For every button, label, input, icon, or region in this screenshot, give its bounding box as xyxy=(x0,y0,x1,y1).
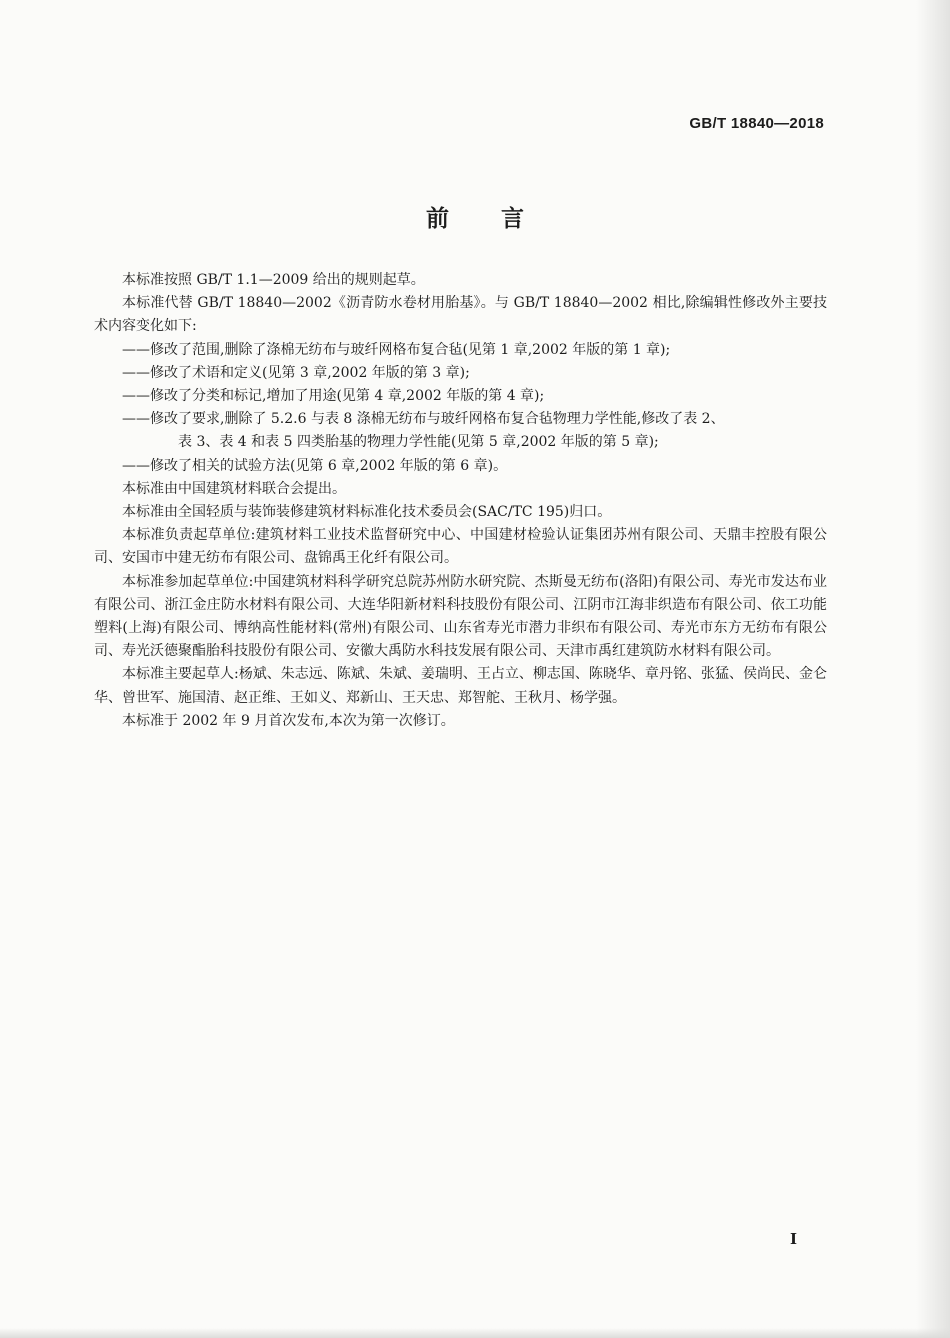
paragraph-centralized-by: 本标准由全国轻质与装饰装修建筑材料标准化技术委员会(SAC/TC 195)归口。 xyxy=(122,504,612,521)
paragraph-replacement: 本标准代替 GB/T 18840—2002《沥青防水卷材用胎基》。与 GB/T 18840—2002 相比,除编辑性修改外主要技术内容变化如下: xyxy=(94,295,827,335)
change-item xyxy=(94,362,827,385)
paragraph-main-drafters: 本标准主要起草人:杨斌、朱志远、陈斌、朱斌、姜瑞明、王占立、柳志国、陈晓华、章丹铭、张猛、侯尚民、金仑华、曾世军、施国清、赵正维、王如义、郑新山、王天忠、郑智舵、王秋月、杨学强。 xyxy=(94,666,827,706)
scan-bottom-shadow xyxy=(0,1328,950,1338)
page-title: 前言 xyxy=(426,206,576,232)
change-text: ——修改了范围,删除了涤棉无纺布与玻纤网格布复合毡(见第 1 章,2002 年版的第 1 章); xyxy=(122,341,671,358)
page-number: I xyxy=(790,1230,798,1248)
document-body xyxy=(94,269,827,733)
paragraph-participating-drafters: 本标准参加起草单位:中国建筑材料科学研究总院苏州防水研究院、杰斯曼无纺布(洛阳)有限公司、寿光市发达布业有限公司、浙江金庄防水材料有限公司、大连华阳新材料科技股份有限公司、江阴市江海非织造布有限公司、依工功能塑料(上海)有限公司、博纳高性能材料(常州)有限公司、山东省寿光市潜力非织布有限公司、寿光市东方无纺布有限公司、寿光沃德聚酯胎科技股份有限公司、安徽大禹防水科技发展有限公司、天津市禹红建筑防水材料有限公司。 xyxy=(94,573,827,660)
change-item xyxy=(94,339,827,362)
paragraph-first-issue: 本标准于 2002 年 9 月首次发布,本次为第一次修订。 xyxy=(122,712,455,729)
change-text: ——修改了要求,删除了 5.2.6 与表 8 涤棉无纺布与玻纤网格布复合毡物理力学性能,修改了表 2、 xyxy=(122,411,725,428)
change-item xyxy=(94,408,827,454)
change-item xyxy=(94,385,827,408)
change-text: ——修改了分类和标记,增加了用途(见第 4 章,2002 年版的第 4 章); xyxy=(122,388,545,405)
change-text: ——修改了相关的试验方法(见第 6 章,2002 年版的第 6 章)。 xyxy=(122,457,508,474)
paragraph-lead-drafters: 本标准负责起草单位:建筑材料工业技术监督研究中心、中国建材检验认证集团苏州有限公司、天鼎丰控股有限公司、安国市中建无纺布有限公司、盘锦禹王化纤有限公司。 xyxy=(94,527,827,567)
standard-code: GB/T 18840—2018 xyxy=(689,115,824,132)
paragraph-drafting-rules: 本标准按照 GB/T 1.1—2009 给出的规则起草。 xyxy=(122,272,425,288)
scan-edge-shadow xyxy=(916,0,950,1338)
paragraph-proposed-by: 本标准由中国建筑材料联合会提出。 xyxy=(122,480,346,497)
change-text-continued: 表 3、表 4 和表 5 四类胎基的物理力学性能(见第 5 章,2002 年版的第 5 章); xyxy=(178,434,659,451)
change-item xyxy=(94,455,827,478)
change-text: ——修改了术语和定义(见第 3 章,2002 年版的第 3 章); xyxy=(122,364,470,381)
